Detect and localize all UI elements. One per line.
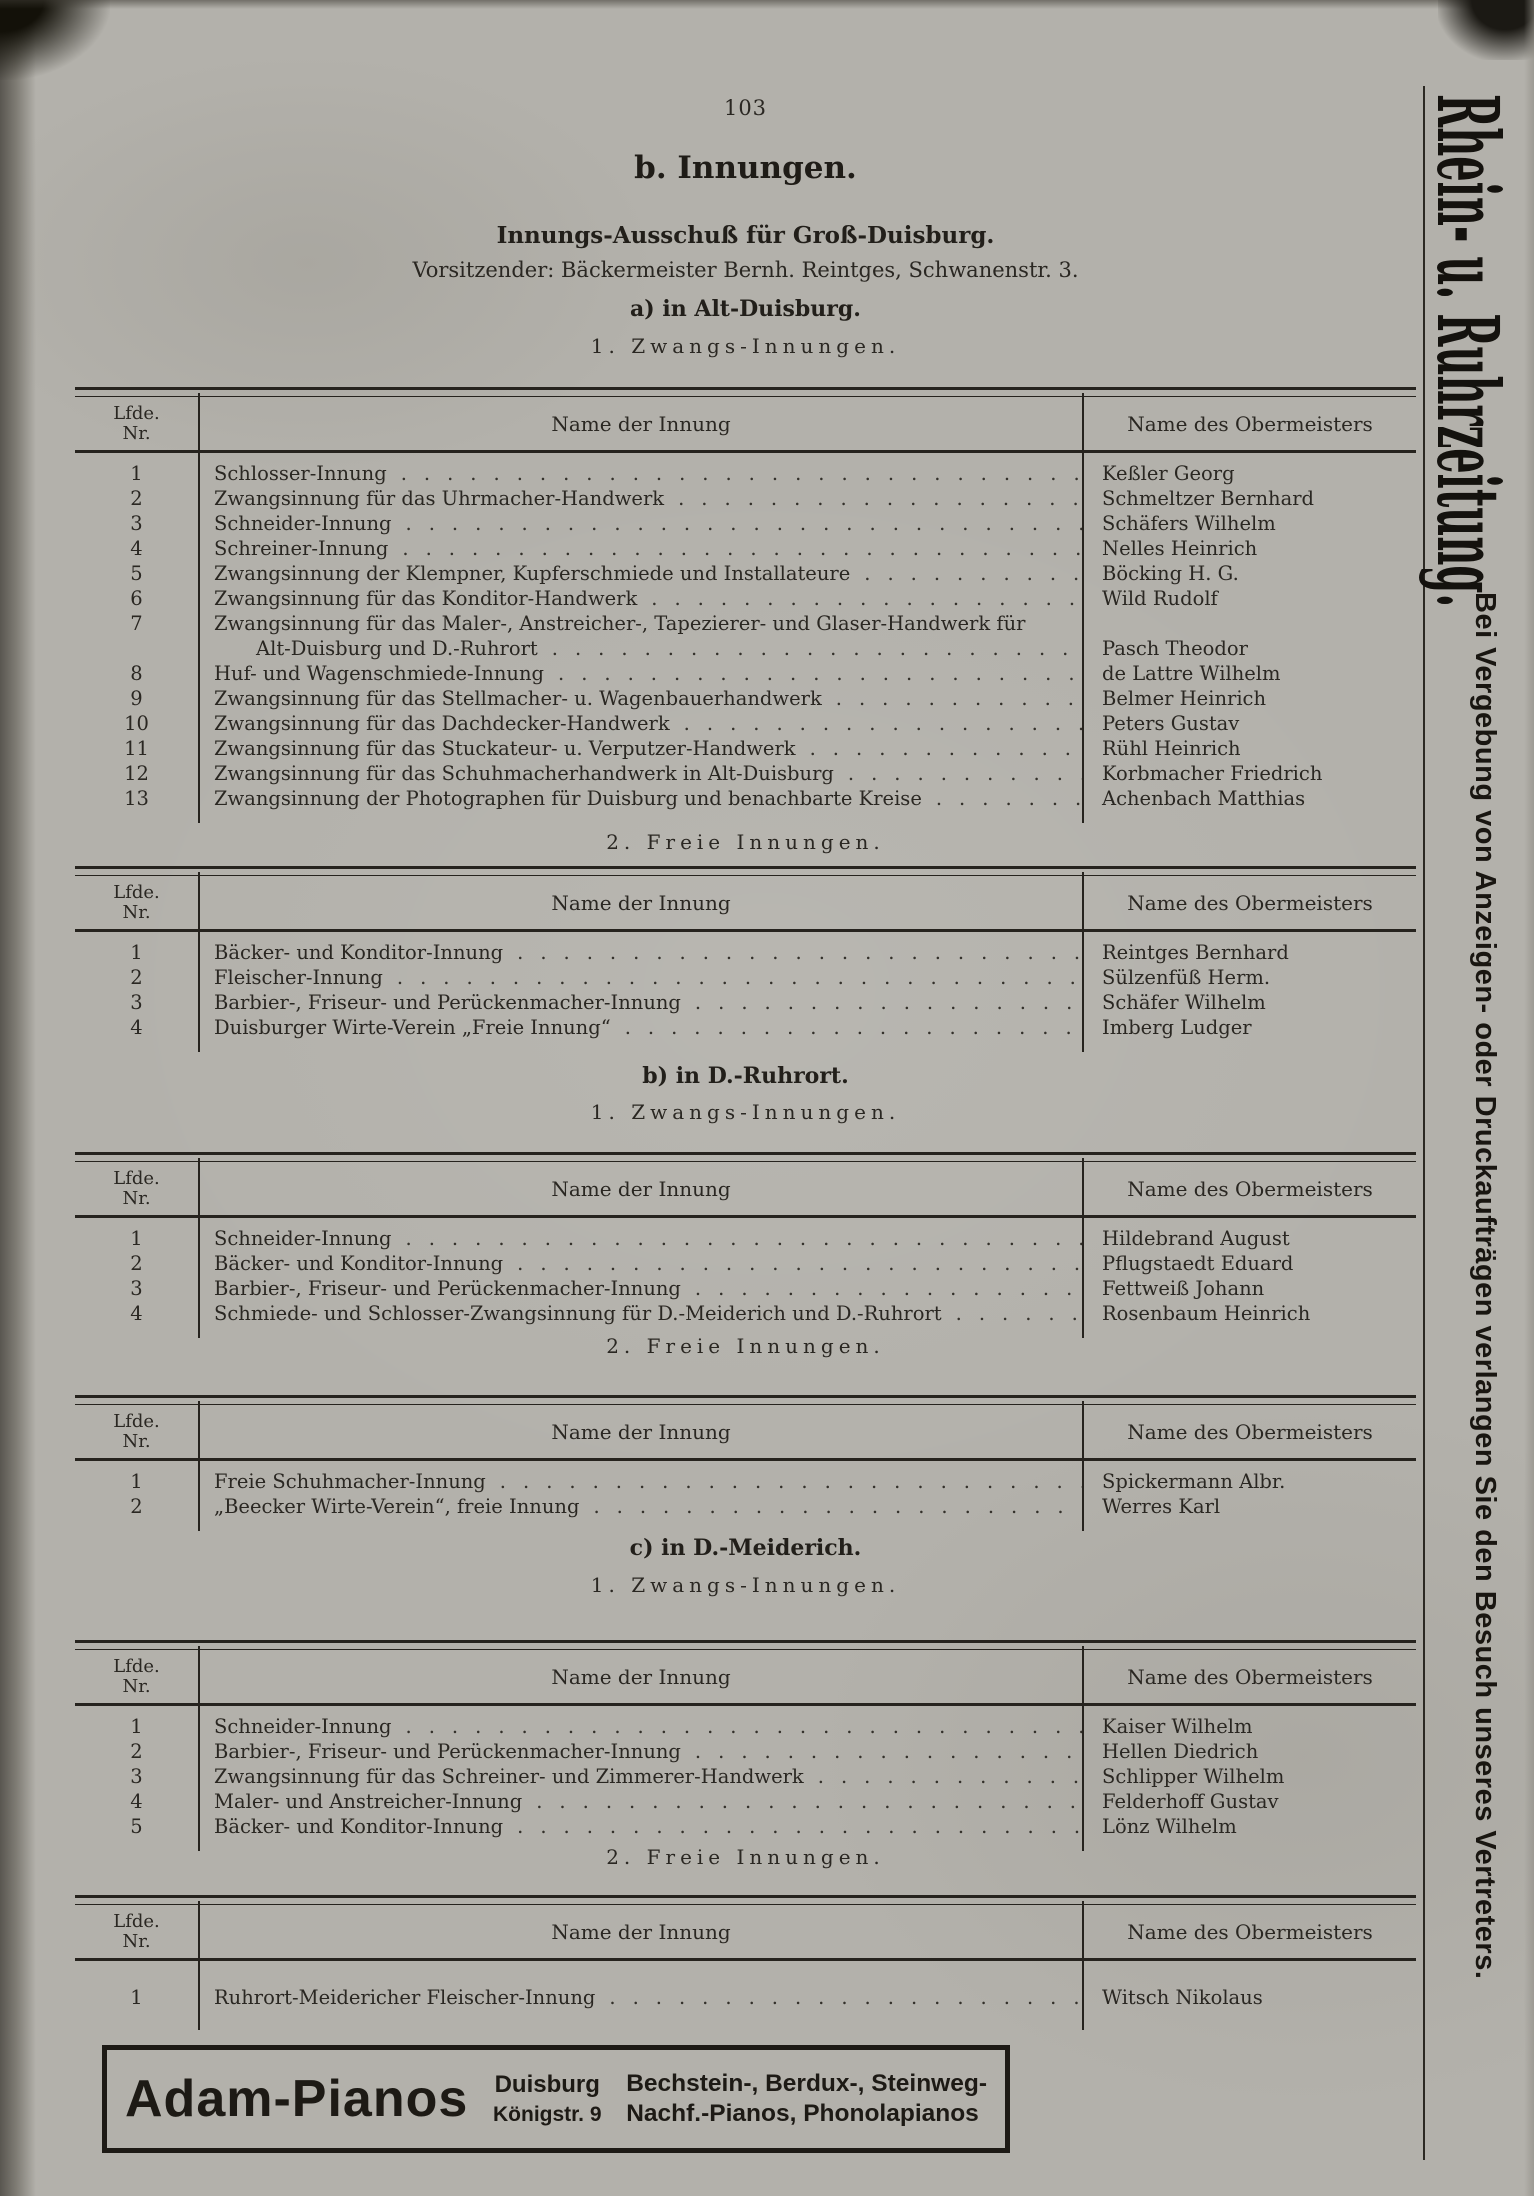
dot-leader (401, 461, 1084, 486)
table-row (75, 511, 1416, 536)
table-row (75, 761, 1416, 786)
innung-name: Barbier-, Friseur- und Perückenmacher-Innung (214, 991, 681, 1014)
row-number: 10 (124, 712, 149, 735)
innung-name: Zwangsinnung für das Uhrmacher-Handwerk (214, 487, 665, 510)
row-number: 1 (130, 1470, 143, 1493)
section-heading-alt-duisburg: a) in Alt-Duisburg. (630, 296, 861, 322)
innung-name: Zwangsinnung für das Schuhmacherhandwerk in Alt-Duisburg (214, 762, 834, 785)
chairman-line: Vorsitzender: Bäckermeister Bernh. Reintges, Schwanenstr. 3. (412, 258, 1079, 282)
table-row (75, 1276, 1416, 1301)
column-header-obermeister: Name des Obermeisters (1127, 891, 1373, 915)
table-body (75, 453, 1416, 823)
obermeister-name: Korbmacher Friedrich (1102, 762, 1323, 785)
dot-leader (517, 1814, 1084, 1839)
innung-name-continuation: Alt-Duisburg und D.-Ruhrort (256, 637, 538, 660)
row-number: 3 (130, 1765, 143, 1788)
scan-artifact-right-edge (1524, 0, 1534, 2196)
row-number: 1 (130, 462, 143, 485)
column-rule (198, 1901, 200, 2030)
innung-name: Barbier-, Friseur- und Perückenmacher-Innung (214, 1740, 681, 1763)
table-body (75, 1706, 1416, 1851)
dot-leader (517, 940, 1084, 965)
innung-name: Zwangsinnung für das Konditor-Handwerk (214, 587, 638, 610)
column-header-lfde-nr: Lfde. Nr. (113, 403, 160, 444)
column-header-name-der-innung: Name der Innung (551, 1665, 731, 1689)
dot-leader (406, 1714, 1084, 1739)
innung-name: Zwangsinnung der Klempner, Kupferschmiede und Installateure (214, 562, 851, 585)
obermeister-name: Werres Karl (1102, 1495, 1221, 1518)
column-header-name-der-innung: Name der Innung (551, 1177, 731, 1201)
table-row (75, 1814, 1416, 1839)
innung-name: Zwangsinnung für das Stellmacher- u. Wagenbauerhandwerk (214, 687, 822, 710)
row-number: 8 (130, 662, 143, 685)
column-rule (1082, 1646, 1084, 1851)
dot-leader (536, 1789, 1084, 1814)
table-row (75, 711, 1416, 736)
row-number: 4 (130, 1790, 143, 1813)
obermeister-name: Achenbach Matthias (1102, 787, 1306, 810)
row-number: 5 (130, 1815, 143, 1838)
row-number: 1 (130, 1715, 143, 1738)
dot-leader (678, 486, 1084, 511)
obermeister-name: Nelles Heinrich (1102, 537, 1258, 560)
table-freie-innungen-alt-duisburg (75, 866, 1416, 1052)
obermeister-name: Pflugstaedt Eduard (1102, 1252, 1294, 1275)
innung-name: Zwangsinnung für das Maler-, Anstreicher-, Tapezierer- und Glaser-Handwerk für (214, 612, 1026, 635)
row-number: 11 (124, 737, 149, 760)
scan-artifact-left-edge (0, 0, 36, 2196)
table-row (75, 1015, 1416, 1040)
column-rule (198, 393, 200, 823)
table-top-rule (75, 387, 1416, 397)
column-rule (1082, 872, 1084, 1052)
column-rule (1082, 393, 1084, 823)
obermeister-name: Witsch Nikolaus (1102, 1986, 1263, 2009)
ad-city: Duisburg (494, 2071, 600, 2099)
column-header-obermeister: Name des Obermeisters (1127, 1920, 1373, 1944)
innung-name: Schneider-Innung (214, 1715, 392, 1738)
innung-name: Bäcker- und Konditor-Innung (214, 1815, 504, 1838)
dot-leader (695, 1739, 1084, 1764)
innung-name: Zwangsinnung für das Schreiner- und Zimmerer-Handwerk (214, 1765, 804, 1788)
row-number: 2 (130, 1252, 143, 1275)
ad-products-line2: Nachf.-Pianos, Phonolapianos (626, 2100, 979, 2127)
row-number: 1 (130, 941, 143, 964)
column-header-obermeister: Name des Obermeisters (1127, 1665, 1373, 1689)
dot-leader (936, 786, 1084, 811)
row-number: 9 (130, 687, 143, 710)
dot-leader (695, 990, 1084, 1015)
dot-leader (848, 761, 1084, 786)
dot-leader (864, 561, 1084, 586)
dot-leader (818, 1764, 1084, 1789)
row-number: 4 (130, 1302, 143, 1325)
obermeister-name: Reintges Bernhard (1102, 941, 1289, 964)
table-row (75, 1226, 1416, 1251)
table-row (75, 1469, 1416, 1494)
dot-leader (500, 1469, 1084, 1494)
table-row (75, 1789, 1416, 1814)
dot-leader (684, 711, 1084, 736)
innung-name: Fleischer-Innung (214, 966, 383, 989)
row-number: 4 (130, 537, 143, 560)
obermeister-name: Hellen Diedrich (1102, 1740, 1259, 1763)
obermeister-name: Hildebrand August (1102, 1227, 1290, 1250)
subsection-heading-zwangs-innungen-a: 1. Zwangs-Innungen. (590, 334, 901, 358)
column-header-lfde-nr: Lfde. Nr. (113, 1656, 160, 1697)
table-header (75, 1405, 1416, 1461)
row-number: 5 (130, 562, 143, 585)
innung-name: Barbier-, Friseur- und Perückenmacher-Innung (214, 1277, 681, 1300)
table-top-rule (75, 1895, 1416, 1905)
table-row (75, 990, 1416, 1015)
column-rule (1082, 1901, 1084, 2030)
scan-artifact-top-right-patch (1438, 0, 1534, 60)
obermeister-name: Rühl Heinrich (1102, 737, 1241, 760)
innung-name: Freie Schuhmacher-Innung (214, 1470, 486, 1493)
innung-name: Schreiner-Innung (214, 537, 389, 560)
table-header (75, 876, 1416, 932)
innung-name: Duisburger Wirte-Verein „Freie Innung“ (214, 1016, 611, 1039)
table-body (75, 932, 1416, 1052)
table-row (75, 786, 1416, 811)
table-header (75, 1905, 1416, 1961)
sidebar-ad-newspaper-title: Rhein- u. Ruhrzeitung. (1417, 94, 1517, 608)
innung-name: Zwangsinnung für das Dachdecker-Handwerk (214, 712, 670, 735)
row-number: 12 (124, 762, 149, 785)
column-rule (198, 1158, 200, 1338)
column-rule (198, 1401, 200, 1531)
dot-leader (397, 965, 1084, 990)
innung-name: Maler- und Anstreicher-Innung (214, 1790, 523, 1813)
row-number: 1 (130, 1227, 143, 1250)
row-number: 2 (130, 1495, 143, 1518)
column-rule (198, 1646, 200, 1851)
innung-name: Huf- und Wagenschmiede-Innung (214, 662, 545, 685)
table-row (75, 536, 1416, 561)
dot-leader (695, 1276, 1084, 1301)
obermeister-name: Imberg Ludger (1102, 1016, 1252, 1039)
obermeister-name: Böcking H. G. (1102, 562, 1239, 585)
table-body (75, 1961, 1416, 2030)
row-number: 3 (130, 512, 143, 535)
obermeister-name: Kaiser Wilhelm (1102, 1715, 1253, 1738)
obermeister-name: Schäfer Wilhelm (1102, 991, 1266, 1014)
table-row (75, 1764, 1416, 1789)
obermeister-name: Belmer Heinrich (1102, 687, 1267, 710)
column-header-lfde-nr: Lfde. Nr. (113, 1911, 160, 1952)
table-top-rule (75, 866, 1416, 876)
row-number: 6 (130, 587, 143, 610)
obermeister-name: Pasch Theodor (1102, 637, 1248, 660)
dot-leader (406, 1226, 1084, 1251)
innung-name: „Beecker Wirte-Verein“, freie Innung (214, 1495, 580, 1518)
dot-leader (552, 636, 1084, 661)
table-freie-innungen-d-ruhrort (75, 1395, 1416, 1531)
column-header-lfde-nr: Lfde. Nr. (113, 1411, 160, 1452)
obermeister-name: Schlipper Wilhelm (1102, 1765, 1285, 1788)
table-row (75, 586, 1416, 611)
dot-leader (593, 1494, 1084, 1519)
table-row (75, 486, 1416, 511)
dot-leader (517, 1251, 1084, 1276)
column-header-lfde-nr: Lfde. Nr. (113, 1168, 160, 1209)
column-rule (1082, 1401, 1084, 1531)
obermeister-name: Lönz Wilhelm (1102, 1815, 1237, 1838)
section-heading-d-meiderich: c) in D.-Meiderich. (629, 1535, 862, 1561)
innung-name: Zwangsinnung für das Stuckateur- u. Verputzer-Handwerk (214, 737, 796, 760)
table-top-rule (75, 1640, 1416, 1650)
obermeister-name: Rosenbaum Heinrich (1102, 1302, 1311, 1325)
row-number: 2 (130, 1740, 143, 1763)
row-number: 7 (130, 612, 143, 635)
table-row (75, 461, 1416, 486)
table-row (75, 1251, 1416, 1276)
table-row (75, 1301, 1416, 1326)
table-freie-innungen-d-meiderich (75, 1895, 1416, 2030)
table-row (75, 686, 1416, 711)
column-header-name-der-innung: Name der Innung (551, 1920, 731, 1944)
row-number: 2 (130, 966, 143, 989)
column-header-name-der-innung: Name der Innung (551, 891, 731, 915)
table-top-rule (75, 1152, 1416, 1162)
subsection-heading-freie-innungen-a: 2. Freie Innungen. (606, 830, 885, 854)
table-header (75, 1650, 1416, 1706)
ad-products-line1: Bechstein-, Berdux-, Steinweg- (626, 2070, 987, 2097)
table-row (75, 1985, 1416, 2010)
row-number: 3 (130, 991, 143, 1014)
table-row (75, 1739, 1416, 1764)
innung-name: Bäcker- und Konditor-Innung (214, 941, 504, 964)
innung-name: Schlosser-Innung (214, 462, 387, 485)
dot-leader (558, 661, 1084, 686)
dot-leader (956, 1301, 1084, 1326)
section-heading-d-ruhrort: b) in D.-Ruhrort. (642, 1063, 849, 1089)
row-number: 2 (130, 487, 143, 510)
dot-leader (651, 586, 1084, 611)
scan-artifact-top-edge (0, 0, 1534, 9)
row-number: 3 (130, 1277, 143, 1300)
table-header (75, 1162, 1416, 1218)
sidebar-ad-newspaper-text: Bei Vergebung von Anzeigen- oder Druckaufträgen verlangen Sie den Besuch unseres Vertreters. (1469, 592, 1501, 1980)
dot-leader (836, 686, 1084, 711)
subsection-heading-freie-innungen-c: 2. Freie Innungen. (606, 1845, 885, 1869)
subsection-heading-zwangs-innungen-c: 1. Zwangs-Innungen. (590, 1573, 901, 1597)
obermeister-name: de Lattre Wilhelm (1102, 662, 1281, 685)
subsection-heading-freie-innungen-b: 2. Freie Innungen. (606, 1334, 885, 1358)
scan-artifact-top-left-corner (0, 0, 110, 80)
ad-brand: Adam-Pianos (125, 2070, 469, 2128)
table-row (75, 965, 1416, 990)
row-number: 13 (124, 787, 149, 810)
ad-address: Königstr. 9 (493, 2102, 602, 2126)
table-row (75, 561, 1416, 586)
obermeister-name: Peters Gustav (1102, 712, 1240, 735)
committee-title: Innungs-Ausschuß für Groß-Duisburg. (496, 222, 995, 249)
subsection-heading-zwangs-innungen-b: 1. Zwangs-Innungen. (590, 1100, 901, 1124)
table-row (75, 1494, 1416, 1519)
table-row (75, 940, 1416, 965)
table-body (75, 1218, 1416, 1338)
bottom-advertisement-adam-pianos (102, 2045, 1010, 2153)
obermeister-name: Spickermann Albr. (1102, 1470, 1286, 1493)
innung-name: Zwangsinnung der Photographen für Duisburg und benachbarte Kreise (214, 787, 922, 810)
page-title: b. Innungen. (634, 150, 857, 186)
table-body (75, 1461, 1416, 1531)
dot-leader (406, 511, 1084, 536)
column-header-name-der-innung: Name der Innung (551, 412, 731, 436)
table-row (75, 661, 1416, 686)
dot-leader (810, 736, 1084, 761)
column-header-name-der-innung: Name der Innung (551, 1420, 731, 1444)
table-row (75, 736, 1416, 761)
column-header-obermeister: Name des Obermeisters (1127, 412, 1373, 436)
obermeister-name: Felderhoff Gustav (1102, 1790, 1279, 1813)
column-header-lfde-nr: Lfde. Nr. (113, 882, 160, 923)
table-header (75, 397, 1416, 453)
obermeister-name: Keßler Georg (1102, 462, 1235, 485)
innung-name: Ruhrort-Meidericher Fleischer-Innung (214, 1986, 596, 2009)
column-header-obermeister: Name des Obermeisters (1127, 1420, 1373, 1444)
row-number: 1 (130, 1986, 143, 2009)
innung-name: Bäcker- und Konditor-Innung (214, 1252, 504, 1275)
column-header-obermeister: Name des Obermeisters (1127, 1177, 1373, 1201)
page-number: 103 (723, 96, 768, 120)
obermeister-name: Sülzenfüß Herm. (1102, 966, 1271, 989)
innung-name: Schneider-Innung (214, 1227, 392, 1250)
table-row (75, 1714, 1416, 1739)
table-row (75, 611, 1416, 661)
dot-leader (609, 1985, 1084, 2010)
dot-leader (625, 1015, 1084, 1040)
innung-name: Schneider-Innung (214, 512, 392, 535)
obermeister-name: Schäfers Wilhelm (1102, 512, 1276, 535)
dot-leader (402, 536, 1084, 561)
table-zwangs-innungen-d-ruhrort (75, 1152, 1416, 1338)
table-zwangs-innungen-d-meiderich (75, 1640, 1416, 1851)
table-zwangs-innungen-alt-duisburg (75, 387, 1416, 823)
obermeister-name: Schmeltzer Bernhard (1102, 487, 1315, 510)
obermeister-name: Wild Rudolf (1102, 587, 1218, 610)
column-rule (1082, 1158, 1084, 1338)
innung-name: Schmiede- und Schlosser-Zwangsinnung für D.-Meiderich und D.-Ruhrort (214, 1302, 942, 1325)
column-rule (198, 872, 200, 1052)
obermeister-name: Fettweiß Johann (1102, 1277, 1265, 1300)
table-top-rule (75, 1395, 1416, 1405)
row-number: 4 (130, 1016, 143, 1039)
